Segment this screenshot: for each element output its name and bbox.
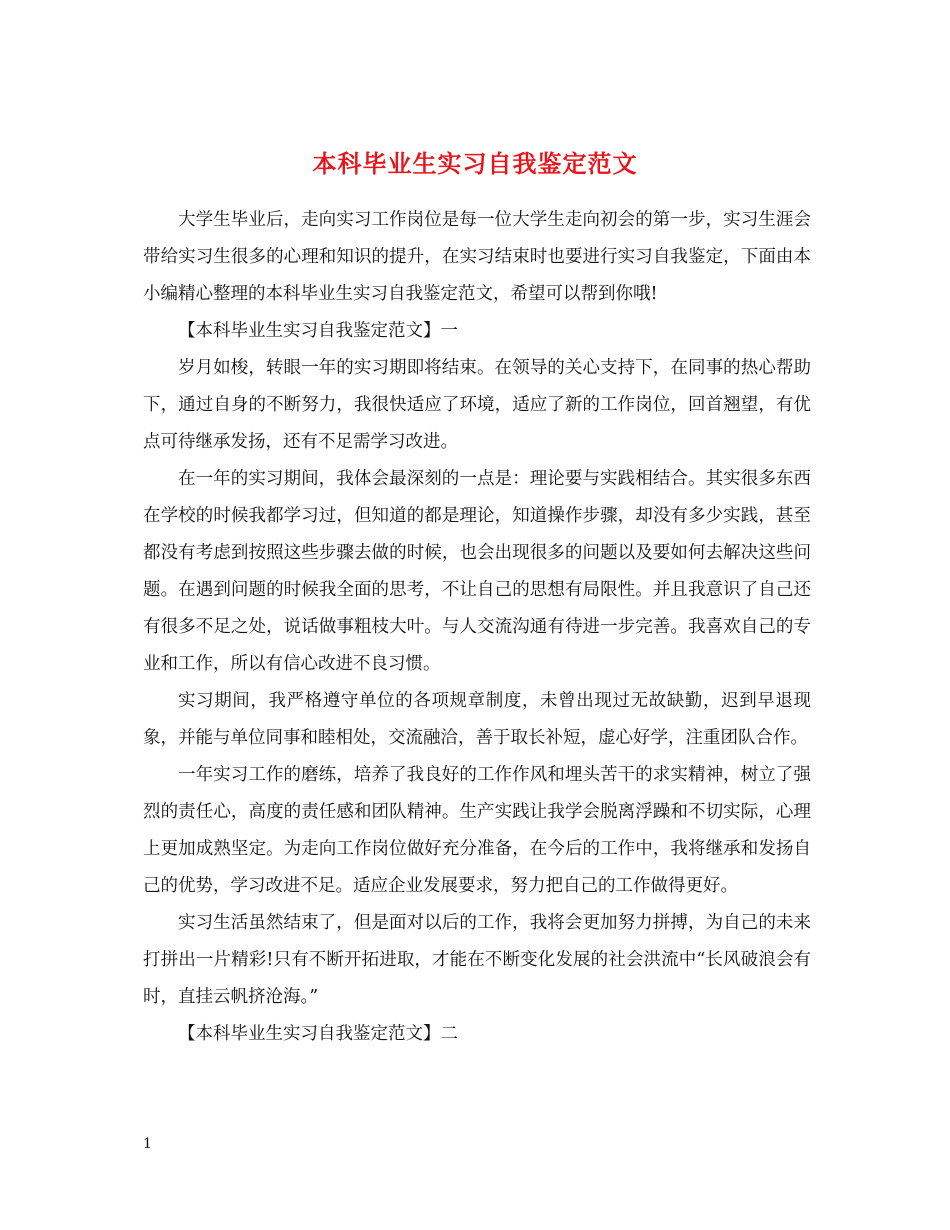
document-body xyxy=(143,202,811,1053)
page-number: 1 xyxy=(143,1136,152,1152)
paragraph-1: 岁月如梭，转眼一年的实习期即将结束。在领导的关心支持下，在同事的热心帮助下，通过自身的不断努力，我很快适应了环境，适应了新的工作岗位，回首翘望，有优点可待继承发扬，还有不足需学习改进。 xyxy=(143,358,811,452)
paragraph-5: 实习生活虽然结束了，但是面对以后的工作，我将会更加努力拼搏，为自己的未来打拼出一片精彩!只有不断开拓进取，才能在不断变化发展的社会洪流中“长风破浪会有时，直挂云帆挤沧海。” xyxy=(143,913,811,1007)
section-heading-two: 【本科毕业生实习自我鉴定范文】二 xyxy=(178,1024,458,1044)
paragraph-3: 实习期间，我严格遵守单位的各项规章制度，未曾出现过无故缺勤，迟到早退现象，并能与单位同事和睦相处，交流融洽，善于取长补短，虚心好学，注重团队合作。 xyxy=(143,691,811,748)
paragraph-4: 一年实习工作的磨练，培养了我良好的工作作风和埋头苦干的求实精神，树立了强烈的责任心，高度的责任感和团队精神。生产实践让我学会脱离浮躁和不切实际，心理上更加成熟坚定。为走向工作岗位做好充分准备，在今后的工作中，我将继承和发扬自己的优势，学习改进不足。适应企业发展要求，努力把自己的工作做得更好。 xyxy=(143,765,811,896)
section-heading-one: 【本科毕业生实习自我鉴定范文】一 xyxy=(178,321,458,341)
paragraph-intro: 大学生毕业后，走向实习工作岗位是每一位大学生走向初会的第一步，实习生涯会带给实习生很多的心理和知识的提升，在实习结束时也要进行实习自我鉴定，下面由本小编精心整理的本科毕业生实习自我鉴定范文，希望可以帮到你哦! xyxy=(143,210,811,304)
paragraph-2: 在一年的实习期间，我体会最深刻的一点是：理论要与实践相结合。其实很多东西在学校的时候我都学习过，但知道的都是理论，知道操作步骤，却没有多少实践，甚至都没有考虑到按照这些步骤去做的时候，也会出现很多的问题以及要如何去解决这些问题。在遇到问题的时候我全面的思考，不让自己的思想有局限性。并且我意识了自己还有很多不足之处，说话做事粗枝大叶。与人交流沟通有待进一步完善。我喜欢自己的专业和工作，所以有信心改进不良习惯。 xyxy=(143,469,811,674)
document-title: 本科毕业生实习自我鉴定范文 xyxy=(312,149,638,179)
